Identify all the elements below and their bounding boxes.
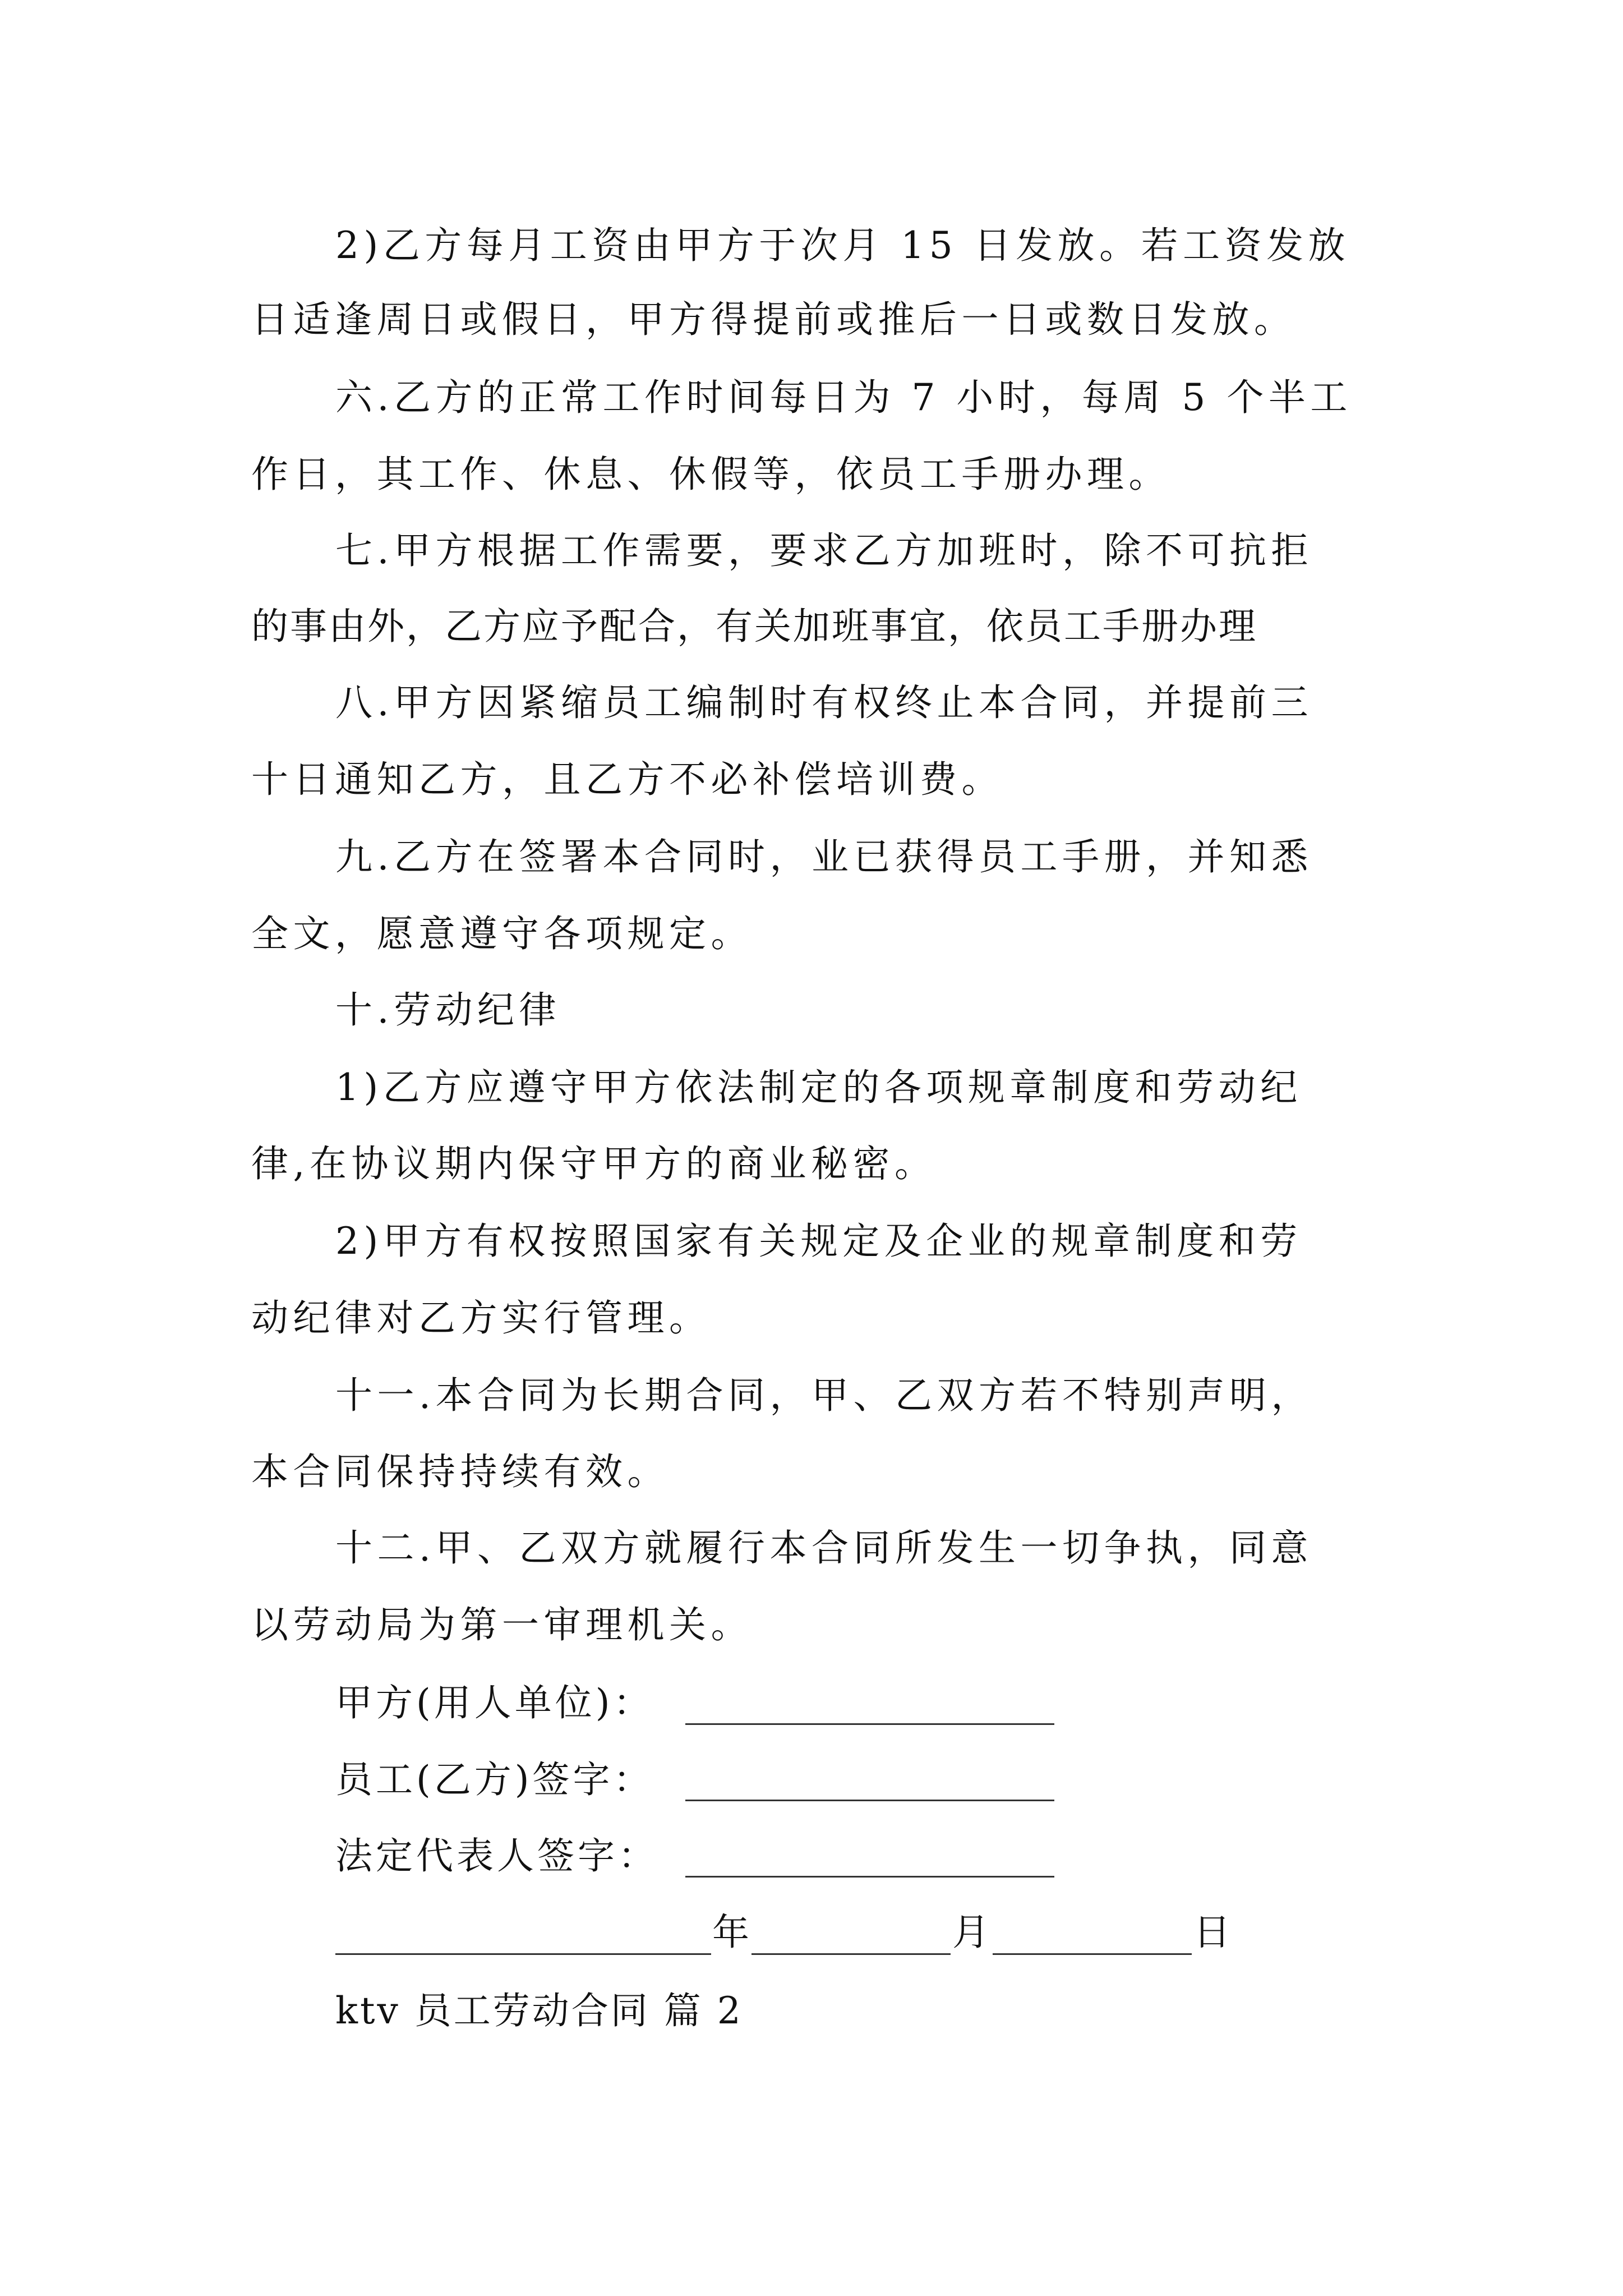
next-contract-heading: ktv 员工劳动合同 篇 2 [335, 1989, 743, 2032]
paragraph-line: 日适逢周日或假日，甲方得提前或推后一日或数日发放。 [251, 298, 1296, 341]
legal-rep-signature-label: 法定代表人签字： [335, 1834, 658, 1878]
paragraph-line: 1)乙方应遵守甲方依法制定的各项规章制度和劳动纪 [335, 1066, 1302, 1109]
paragraph-line: 十二.甲、乙双方就履行本合同所发生一切争执，同意 [335, 1526, 1313, 1570]
paragraph-line: 律,在协议期内保守甲方的商业秘密。 [251, 1142, 937, 1185]
paragraph-line: 2)乙方每月工资由甲方于次月 15 日发放。若工资发放 [335, 224, 1350, 267]
year-blank [335, 1953, 711, 1955]
section-heading: 十.劳动纪律 [335, 988, 561, 1032]
day-label: 日 [1193, 1911, 1230, 1954]
paragraph-line: 十日通知乙方，且乙方不必补偿培训费。 [251, 758, 1003, 801]
month-blank [751, 1953, 951, 1955]
employer-signature-blank [685, 1723, 1054, 1725]
month-label: 月 [952, 1911, 989, 1954]
paragraph-line: 以劳动局为第一审理机关。 [251, 1603, 753, 1646]
paragraph-line: 八.甲方因紧缩员工编制时有权终止本合同，并提前三 [335, 681, 1313, 724]
paragraph-line: 六.乙方的正常工作时间每日为 7 小时，每周 5 个半工 [335, 376, 1352, 419]
day-blank [993, 1953, 1192, 1955]
year-label: 年 [712, 1911, 749, 1954]
paragraph-line: 2)甲方有权按照国家有关规定及企业的规章制度和劳 [335, 1220, 1302, 1263]
paragraph-line: 十一.本合同为长期合同，甲、乙双方若不特别声明， [335, 1374, 1313, 1417]
paragraph-line: 本合同保持持续有效。 [251, 1450, 669, 1493]
paragraph-line: 作日，其工作、休息、休假等，依员工手册办理。 [251, 453, 1170, 496]
paragraph-line: 七.甲方根据工作需要，要求乙方加班时，除不可抗拒 [335, 529, 1313, 572]
legal-rep-signature-blank [685, 1876, 1054, 1878]
paragraph-line: 全文，愿意遵守各项规定。 [251, 912, 753, 955]
paragraph-line: 九.乙方在签署本合同时，业已获得员工手册，并知悉 [335, 835, 1313, 878]
employee-signature-label: 员工(乙方)签字： [335, 1758, 654, 1801]
employer-signature-label: 甲方(用人单位)： [335, 1681, 654, 1724]
employee-signature-blank [685, 1800, 1054, 1801]
paragraph-line: 的事由外，乙方应予配合，有关加班事宜，依员工手册办理 [251, 605, 1257, 648]
paragraph-line: 动纪律对乙方实行管理。 [251, 1296, 711, 1340]
